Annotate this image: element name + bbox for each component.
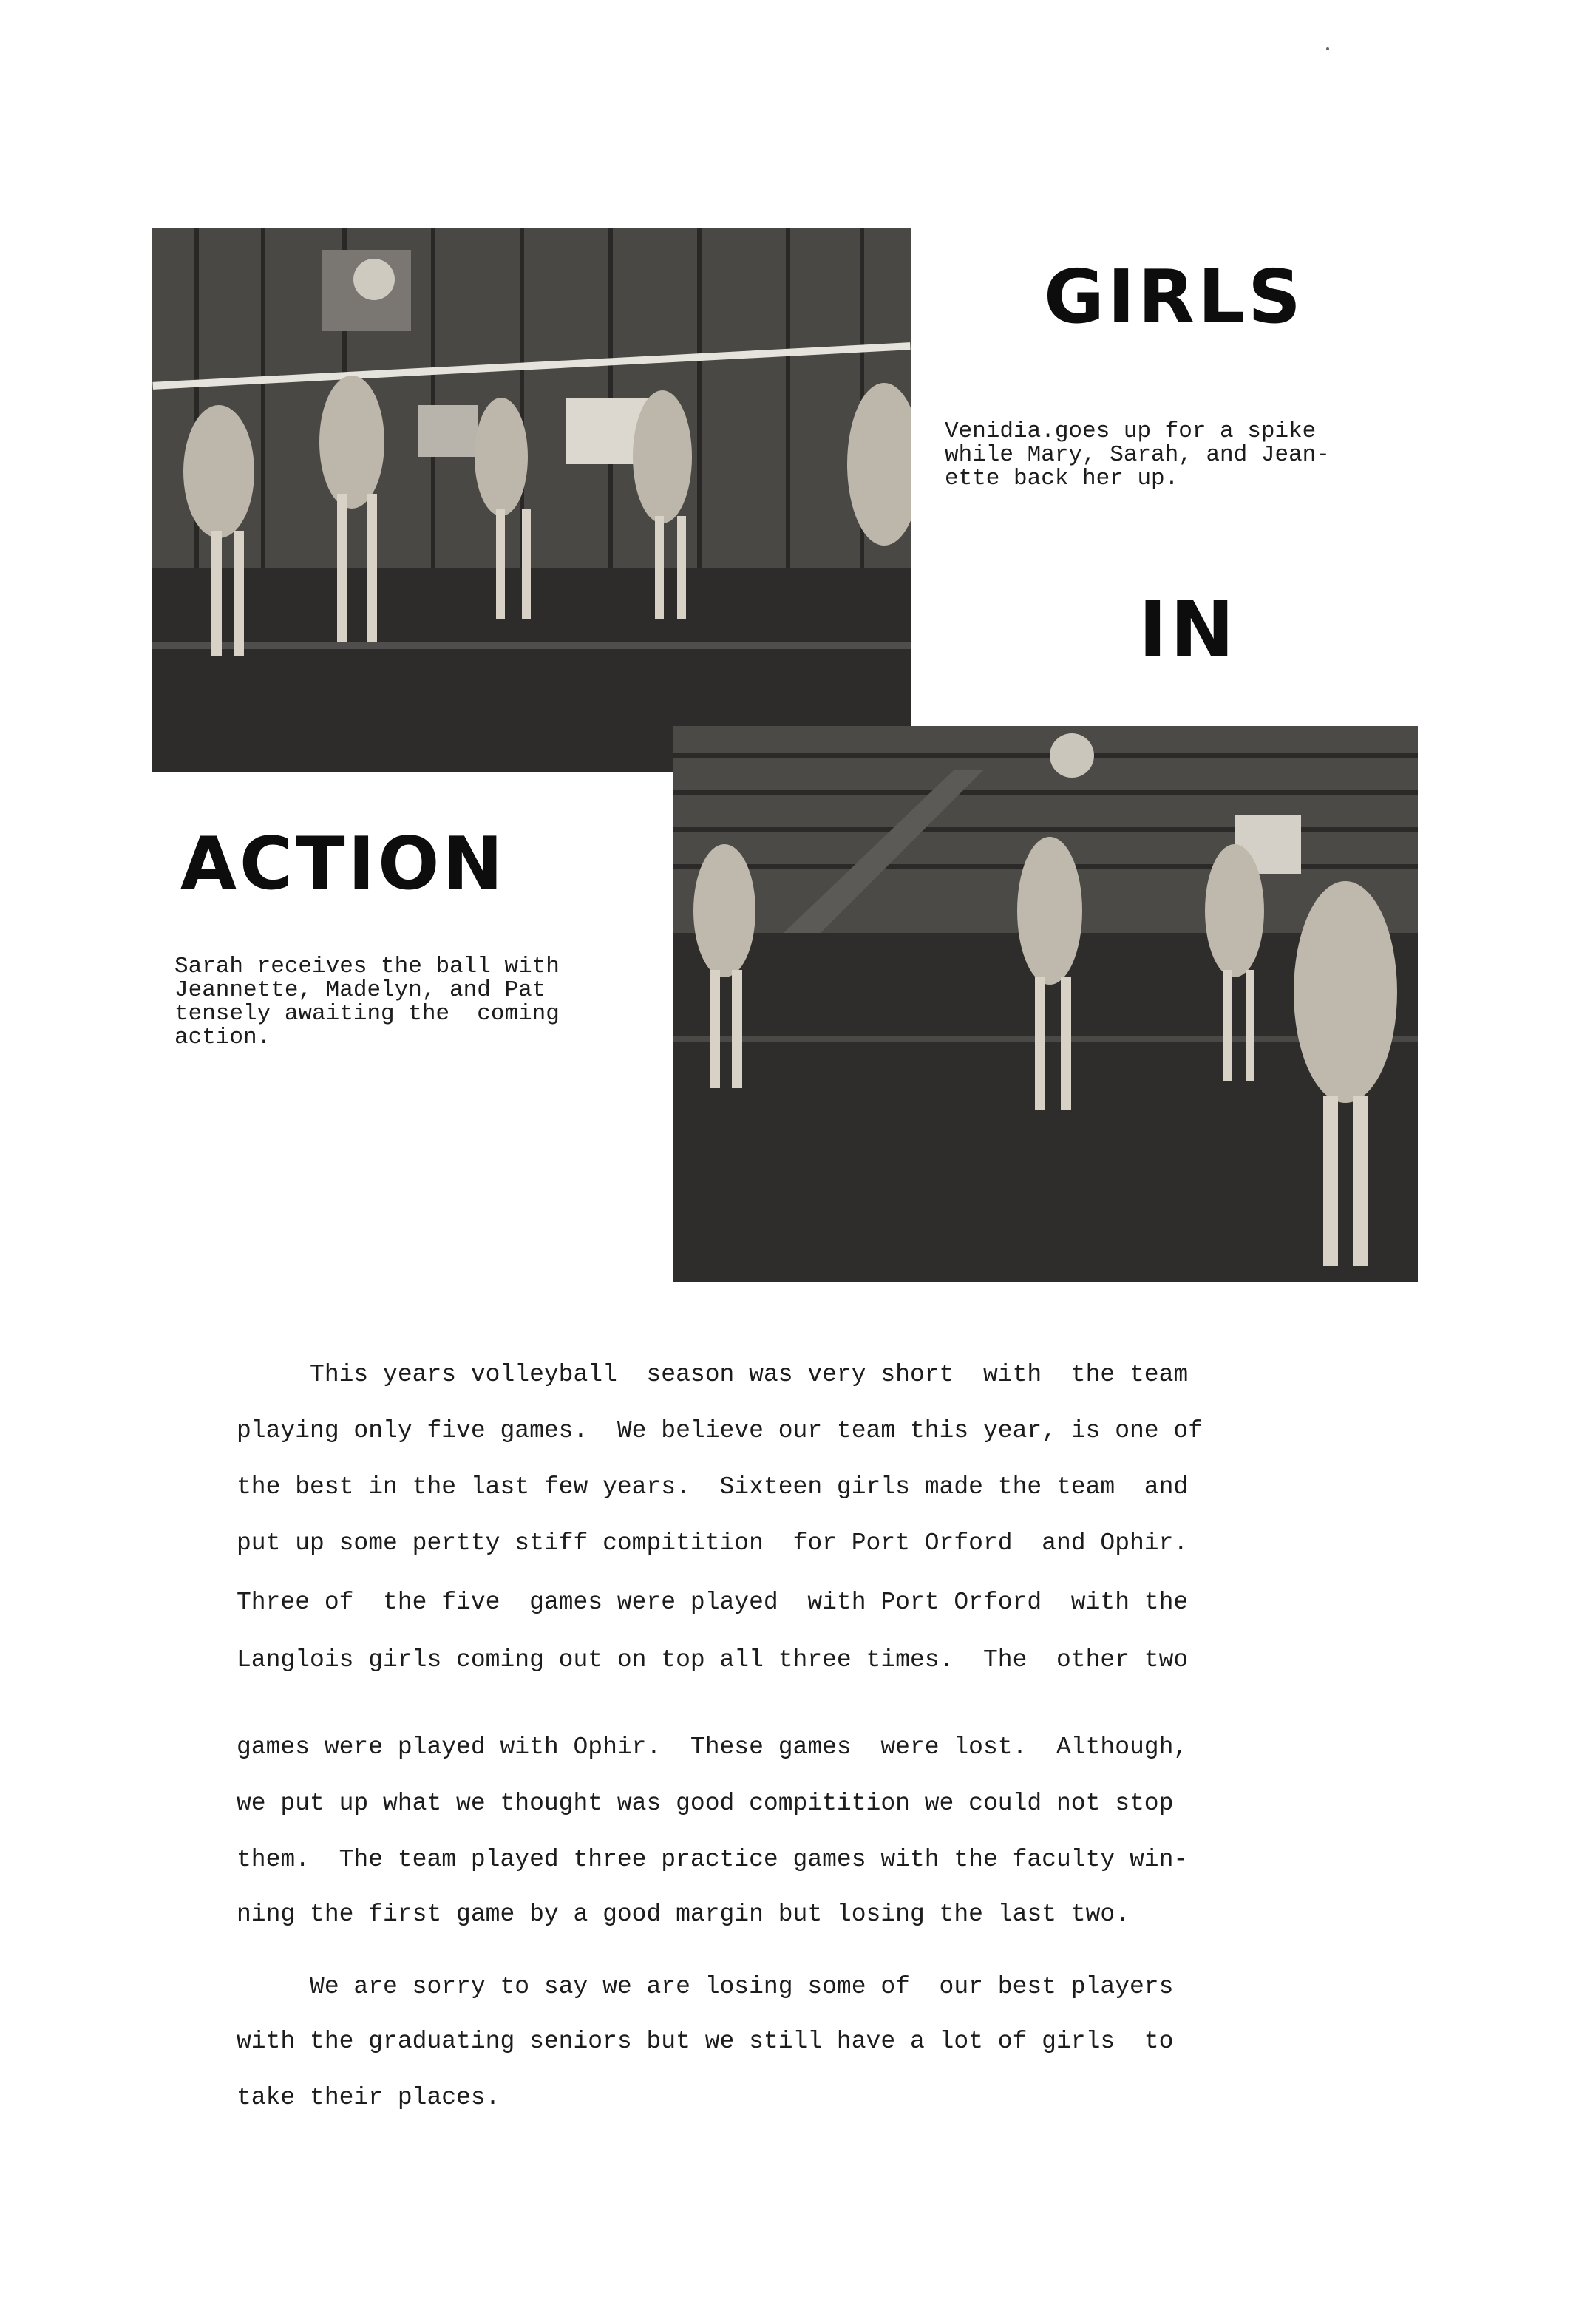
page-speck <box>1326 47 1329 50</box>
body-line: playing only five games. We believe our team this year, is one of <box>237 1417 1203 1444</box>
body-line: We are sorry to say we are losing some of our best players <box>237 1973 1174 2000</box>
headline-girls: GIRLS <box>1044 254 1305 340</box>
headline-action: ACTION <box>180 822 506 906</box>
spike-photo-illustration <box>152 228 911 772</box>
body-line: put up some pertty stiff compitition for Port Orford and Ophir. <box>237 1529 1189 1557</box>
body-line: them. The team played three practice games with the faculty win- <box>237 1846 1189 1873</box>
body-line: ning the first game by a good margin but losing the last two. <box>237 1901 1130 1928</box>
volleyball-spike-photo <box>152 228 911 772</box>
body-line: the best in the last few years. Sixteen girls made the team and <box>237 1473 1189 1501</box>
headline-in: IN <box>1138 585 1237 675</box>
body-line: Langlois girls coming out on top all three times. The other two <box>237 1646 1189 1674</box>
volleyball-receive-photo <box>673 726 1418 1282</box>
caption-receive-photo: Sarah receives the ball with Jeannette, Madelyn, and Pat tensely awaiting the coming action. <box>174 954 560 1050</box>
body-line: with the graduating seniors but we still have a lot of girls to <box>237 2028 1174 2055</box>
body-line: Three of the five games were played with Port Orford with the <box>237 1589 1189 1616</box>
caption-spike-photo: Venidia.goes up for a spike while Mary, Sarah, and Jean- ette back her up. <box>945 418 1330 492</box>
body-line: This years volleyball season was very short with the team <box>237 1361 1189 1388</box>
body-line: take their places. <box>237 2084 500 2111</box>
receive-photo-illustration <box>673 726 1418 1282</box>
body-line: games were played with Ophir. These games were lost. Although, <box>237 1733 1189 1761</box>
body-line: we put up what we thought was good compitition we could not stop <box>237 1790 1174 1817</box>
